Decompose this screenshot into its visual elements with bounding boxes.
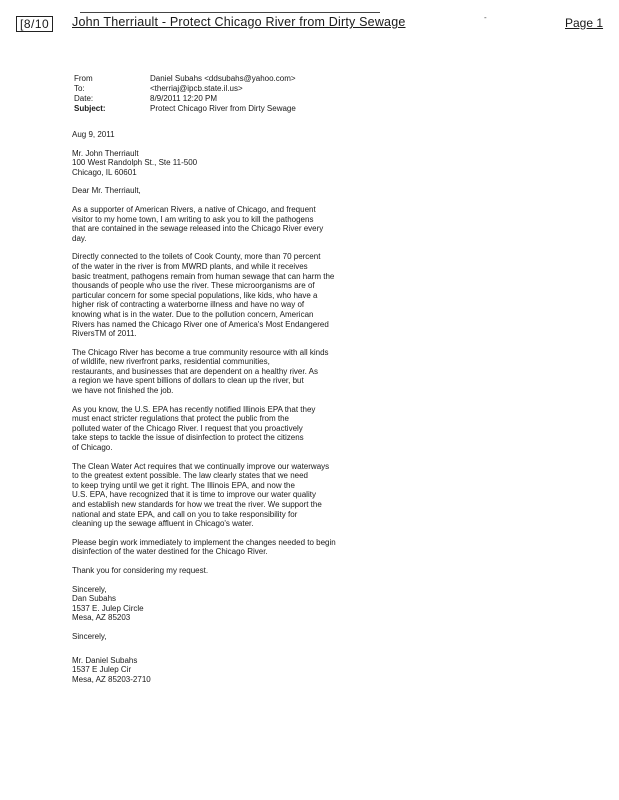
paragraph [72, 405, 372, 453]
recipient-line: Chicago, IL 60601 [72, 167, 137, 177]
email-header [74, 74, 394, 114]
paragraph [72, 566, 372, 576]
recipient-line: 100 West Randolph St., Ste 11-500 [72, 158, 198, 168]
text-line: The Chicago River has become a true community resource with all kinds [72, 347, 329, 357]
signature-block [72, 656, 372, 685]
from-value: Daniel Subahs <ddsubahs@yahoo.com> [150, 74, 296, 83]
signature-line: Mesa, AZ 85203-2710 [72, 674, 151, 684]
text-line: and establish new standards for how we treat the river. We support the [72, 500, 322, 509]
text-line: Rivers has named the Chicago River one of America's Most Endangered [72, 319, 329, 329]
subject-row [74, 104, 394, 114]
letter-body [72, 130, 372, 693]
scan-mark: - [484, 13, 487, 22]
text-line: Please begin work immediately to implement the changes needed to begin [72, 537, 336, 547]
signature-line: Mr. Daniel Subahs [72, 655, 138, 665]
fax-date-box: [8/10 [16, 16, 53, 32]
text-line: The Clean Water Act requires that we continually improve our waterways [72, 461, 330, 471]
signature-line: 1537 E. Julep Circle [72, 603, 144, 613]
paragraph [72, 462, 372, 529]
text-line: Directly connected to the toilets of Cook County, more than 70 percent [72, 252, 321, 262]
header-rule [80, 12, 380, 13]
text-line: As you know, the U.S. EPA has recently notified Illinois EPA that they [72, 404, 316, 414]
text-line: take steps to tackle the issue of disinfection to protect the citizens [72, 433, 304, 443]
text-line: U.S. EPA, have recognized that it is time to improve our water quality [72, 490, 316, 500]
text-line: a region we have spent billions of dollars to clean up the river, but [72, 376, 304, 386]
text-line: cleaning up the sewage affluent in Chicago's water. [72, 519, 254, 529]
paragraph [72, 348, 372, 396]
text-line: of wildlife, new riverfront parks, residential communities, [72, 357, 270, 367]
recipient-address [72, 149, 372, 178]
fax-header [0, 12, 619, 36]
text-line: national and state EPA, and call on you to take responsibility for [72, 509, 298, 519]
to-value: <therriaj@ipcb.state.il.us> [150, 84, 243, 93]
fax-subject-line: John Therriault - Protect Chicago River from Dirty Sewage [72, 15, 406, 29]
paragraph [72, 538, 372, 557]
text-line: disinfection of the water destined for the Chicago River. [72, 547, 268, 557]
signature-line: Dan Subahs [72, 594, 117, 604]
from-label: From [74, 74, 93, 83]
text-line: higher risk of contracting a waterborne illness and have no way of [72, 300, 305, 310]
page-number: Page 1 [565, 16, 604, 30]
text-line: polluted water of the Chicago River. I request that you proactively [72, 423, 303, 433]
text-line: restaurants, and businesses that are dependent on a healthy river. As [72, 366, 318, 376]
to-label: To: [74, 84, 85, 93]
text-line: of the water in the river is from MWRD plants, and while it receives [72, 261, 308, 271]
text-line: basic treatment, pathogens remain from human sewage that can harm the [72, 271, 335, 281]
text-line: to keep trying until we get it right. The Illinois EPA, and now the [72, 480, 295, 490]
text-line: Thank you for considering my request. [72, 565, 209, 575]
text-line: must enact stricter regulations that protect the public from the [72, 414, 289, 424]
text-line: that are contained in the sewage released into the Chicago River every [72, 224, 324, 234]
text-line: day. [72, 233, 87, 243]
from-row [74, 74, 394, 84]
text-line: to the greatest extent possible. The law clearly states that we need [72, 471, 308, 481]
signature-block [72, 594, 372, 623]
letter-date: Aug 9, 2011 [72, 130, 115, 139]
signature-line: 1537 E Julep Cir [72, 665, 132, 675]
subject-label: Subject: [74, 104, 106, 113]
salutation: Dear Mr. Therriault, [72, 186, 141, 196]
closing: Sincerely, [72, 584, 107, 594]
text-line: RiversTM of 2011. [72, 329, 137, 339]
text-line: we have not finished the job. [72, 386, 174, 396]
text-line: visitor to my home town, I am writing to ask you to kill the pathogens [72, 214, 314, 224]
paragraph [72, 252, 372, 338]
signature-line: Mesa, AZ 85203 [72, 613, 131, 623]
text-line: knowing what is in the water. Due to the pollution concern, American [72, 309, 314, 319]
date-value: 8/9/2011 12:20 PM [150, 94, 218, 103]
subject-value: Protect Chicago River from Dirty Sewage [150, 104, 296, 113]
text-line: thousands of people who use the river. These microorganisms are of [72, 281, 315, 291]
recipient-line: Mr. John Therriault [72, 148, 139, 158]
to-row [74, 84, 394, 94]
paragraph [72, 205, 372, 243]
text-line: particular concern for some special populations, like kids, who have a [72, 290, 318, 300]
text-line: of Chicago. [72, 443, 113, 453]
date-row [74, 94, 394, 104]
closing: Sincerely, [72, 631, 107, 641]
date-label: Date: [74, 94, 94, 103]
text-line: As a supporter of American Rivers, a native of Chicago, and frequent [72, 204, 316, 214]
